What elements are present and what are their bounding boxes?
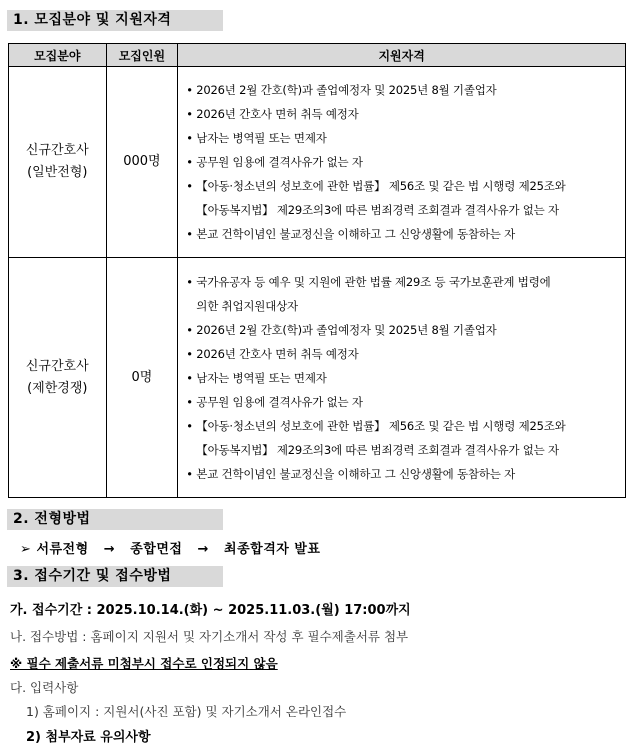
qualification-text: 본교 건학이념인 불교정신을 이해하고 그 신앙생활에 동참하는 자: [196, 466, 516, 481]
list-item: [186, 390, 617, 414]
qualification-text: 본교 건학이념인 불교정신을 이해하고 그 신앙생활에 동참하는 자: [196, 227, 516, 241]
step-final-announcement: 최종합격자 발표: [224, 542, 321, 557]
required-documents-warning: ※ 필수 제출서류 미첨부시 접수로 인정되지 않음: [10, 656, 278, 671]
bullet: •: [186, 107, 193, 121]
count-cell: 0명: [106, 258, 178, 498]
section-2-heading: 2. 전형방법: [7, 509, 223, 530]
header-field: 모집분야: [9, 44, 107, 67]
list-item: [186, 150, 617, 174]
list-item: [186, 102, 617, 126]
qualification-text: 공무원 임용에 결격사유가 없는 자: [196, 155, 363, 169]
bullet: •: [186, 370, 193, 385]
list-item: [186, 366, 617, 390]
qualification-text: 2026년 간호사 면허 취득 예정자: [196, 346, 359, 361]
list-item: [186, 342, 617, 366]
list-item: [186, 78, 617, 102]
qualification-text: 공무원 임용에 결격사유가 없는 자: [196, 394, 363, 409]
section-3-heading: 3. 접수기간 및 접수방법: [7, 566, 223, 587]
section-1-heading: 1. 모집분야 및 지원자격: [7, 10, 223, 31]
qualification-text: 남자는 병역필 또는 면제자: [196, 370, 327, 385]
field-type: (제한경쟁): [27, 380, 88, 396]
step-interview: 종합면접: [130, 542, 183, 557]
list-item: [186, 174, 617, 198]
qualifications-cell: [178, 67, 626, 258]
bullet: •: [186, 155, 193, 169]
field-cell: [9, 258, 107, 498]
list-item-continued: [186, 294, 617, 318]
qualification-text: 2026년 2월 간호(학)과 졸업예정자 및 2025년 8월 기졸업자: [196, 83, 497, 97]
step-document-screening: 서류전형: [36, 542, 89, 557]
bullet: •: [186, 131, 193, 145]
bullet: •: [186, 179, 193, 193]
bullet: •: [186, 418, 193, 433]
table-row: [9, 258, 626, 498]
qualification-text: 【아동복지법】 제29조의3에 따른 범죄경력 조회결과 결격사유가 없는 자: [196, 203, 559, 217]
header-qualifications: 지원자격: [178, 44, 626, 67]
bullet: •: [186, 83, 193, 97]
list-item-continued: [186, 198, 617, 222]
bullet: •: [186, 394, 193, 409]
selection-process: [20, 538, 320, 557]
list-item: [186, 414, 617, 438]
field-cell: [9, 67, 107, 258]
bullet: •: [186, 227, 193, 241]
input-item-attachments: 2) 첨부자료 유의사항: [26, 730, 151, 745]
list-item: [186, 318, 617, 342]
field-type: (일반전형): [27, 165, 88, 180]
qualifications-cell: [178, 258, 626, 498]
bullet: •: [186, 322, 193, 337]
application-method: 나. 접수방법 : 홈페이지 지원서 및 자기소개서 작성 후 필수제출서류 첨부: [10, 629, 409, 644]
bullet: •: [186, 274, 193, 289]
qualification-text: 남자는 병역필 또는 면제자: [196, 131, 327, 145]
input-item-homepage: 1) 홈페이지 : 지원서(사진 포함) 및 자기소개서 온라인접수: [26, 704, 347, 719]
qualification-text: 2026년 간호사 면허 취득 예정자: [196, 107, 359, 121]
field-name: 신규간호사: [25, 143, 89, 158]
list-item: [186, 126, 617, 150]
list-item: [186, 270, 617, 294]
bullet: •: [186, 346, 193, 361]
table-header-row: [9, 44, 626, 67]
qualification-text: 의한 취업지원대상자: [196, 298, 298, 313]
list-item: [186, 462, 617, 486]
recruitment-table: [8, 43, 626, 498]
qualification-text: 2026년 2월 간호(학)과 졸업예정자 및 2025년 8월 기졸업자: [196, 322, 497, 337]
table-row: [9, 67, 626, 258]
header-count: 모집인원: [106, 44, 178, 67]
qualification-text: 【아동·청소년의 성보호에 관한 법률】 제56조 및 같은 법 시행령 제25조와: [196, 418, 566, 433]
arrow-marker-icon: ➢: [20, 542, 32, 557]
list-item: [186, 222, 617, 246]
field-name: 신규간호사: [25, 358, 89, 374]
qualification-text: 【아동복지법】 제29조의3에 따른 범죄경력 조회결과 결격사유가 없는 자: [196, 442, 559, 457]
list-item-continued: [186, 438, 617, 462]
step-arrow-icon: →: [197, 542, 209, 557]
count-cell: 000명: [106, 67, 178, 258]
qualification-text: 국가유공자 등 예우 및 지원에 관한 법률 제29조 등 국가보훈관계 법령에: [196, 274, 551, 289]
bullet: •: [186, 466, 193, 481]
application-period: 가. 접수기간 : 2025.10.14.(화) ~ 2025.11.03.(월) 17:00까지: [10, 603, 411, 618]
qualification-text: 【아동·청소년의 성보호에 관한 법률】 제56조 및 같은 법 시행령 제25조와: [196, 179, 566, 193]
step-arrow-icon: →: [103, 542, 116, 557]
input-items-title: 다. 입력사항: [10, 680, 79, 695]
